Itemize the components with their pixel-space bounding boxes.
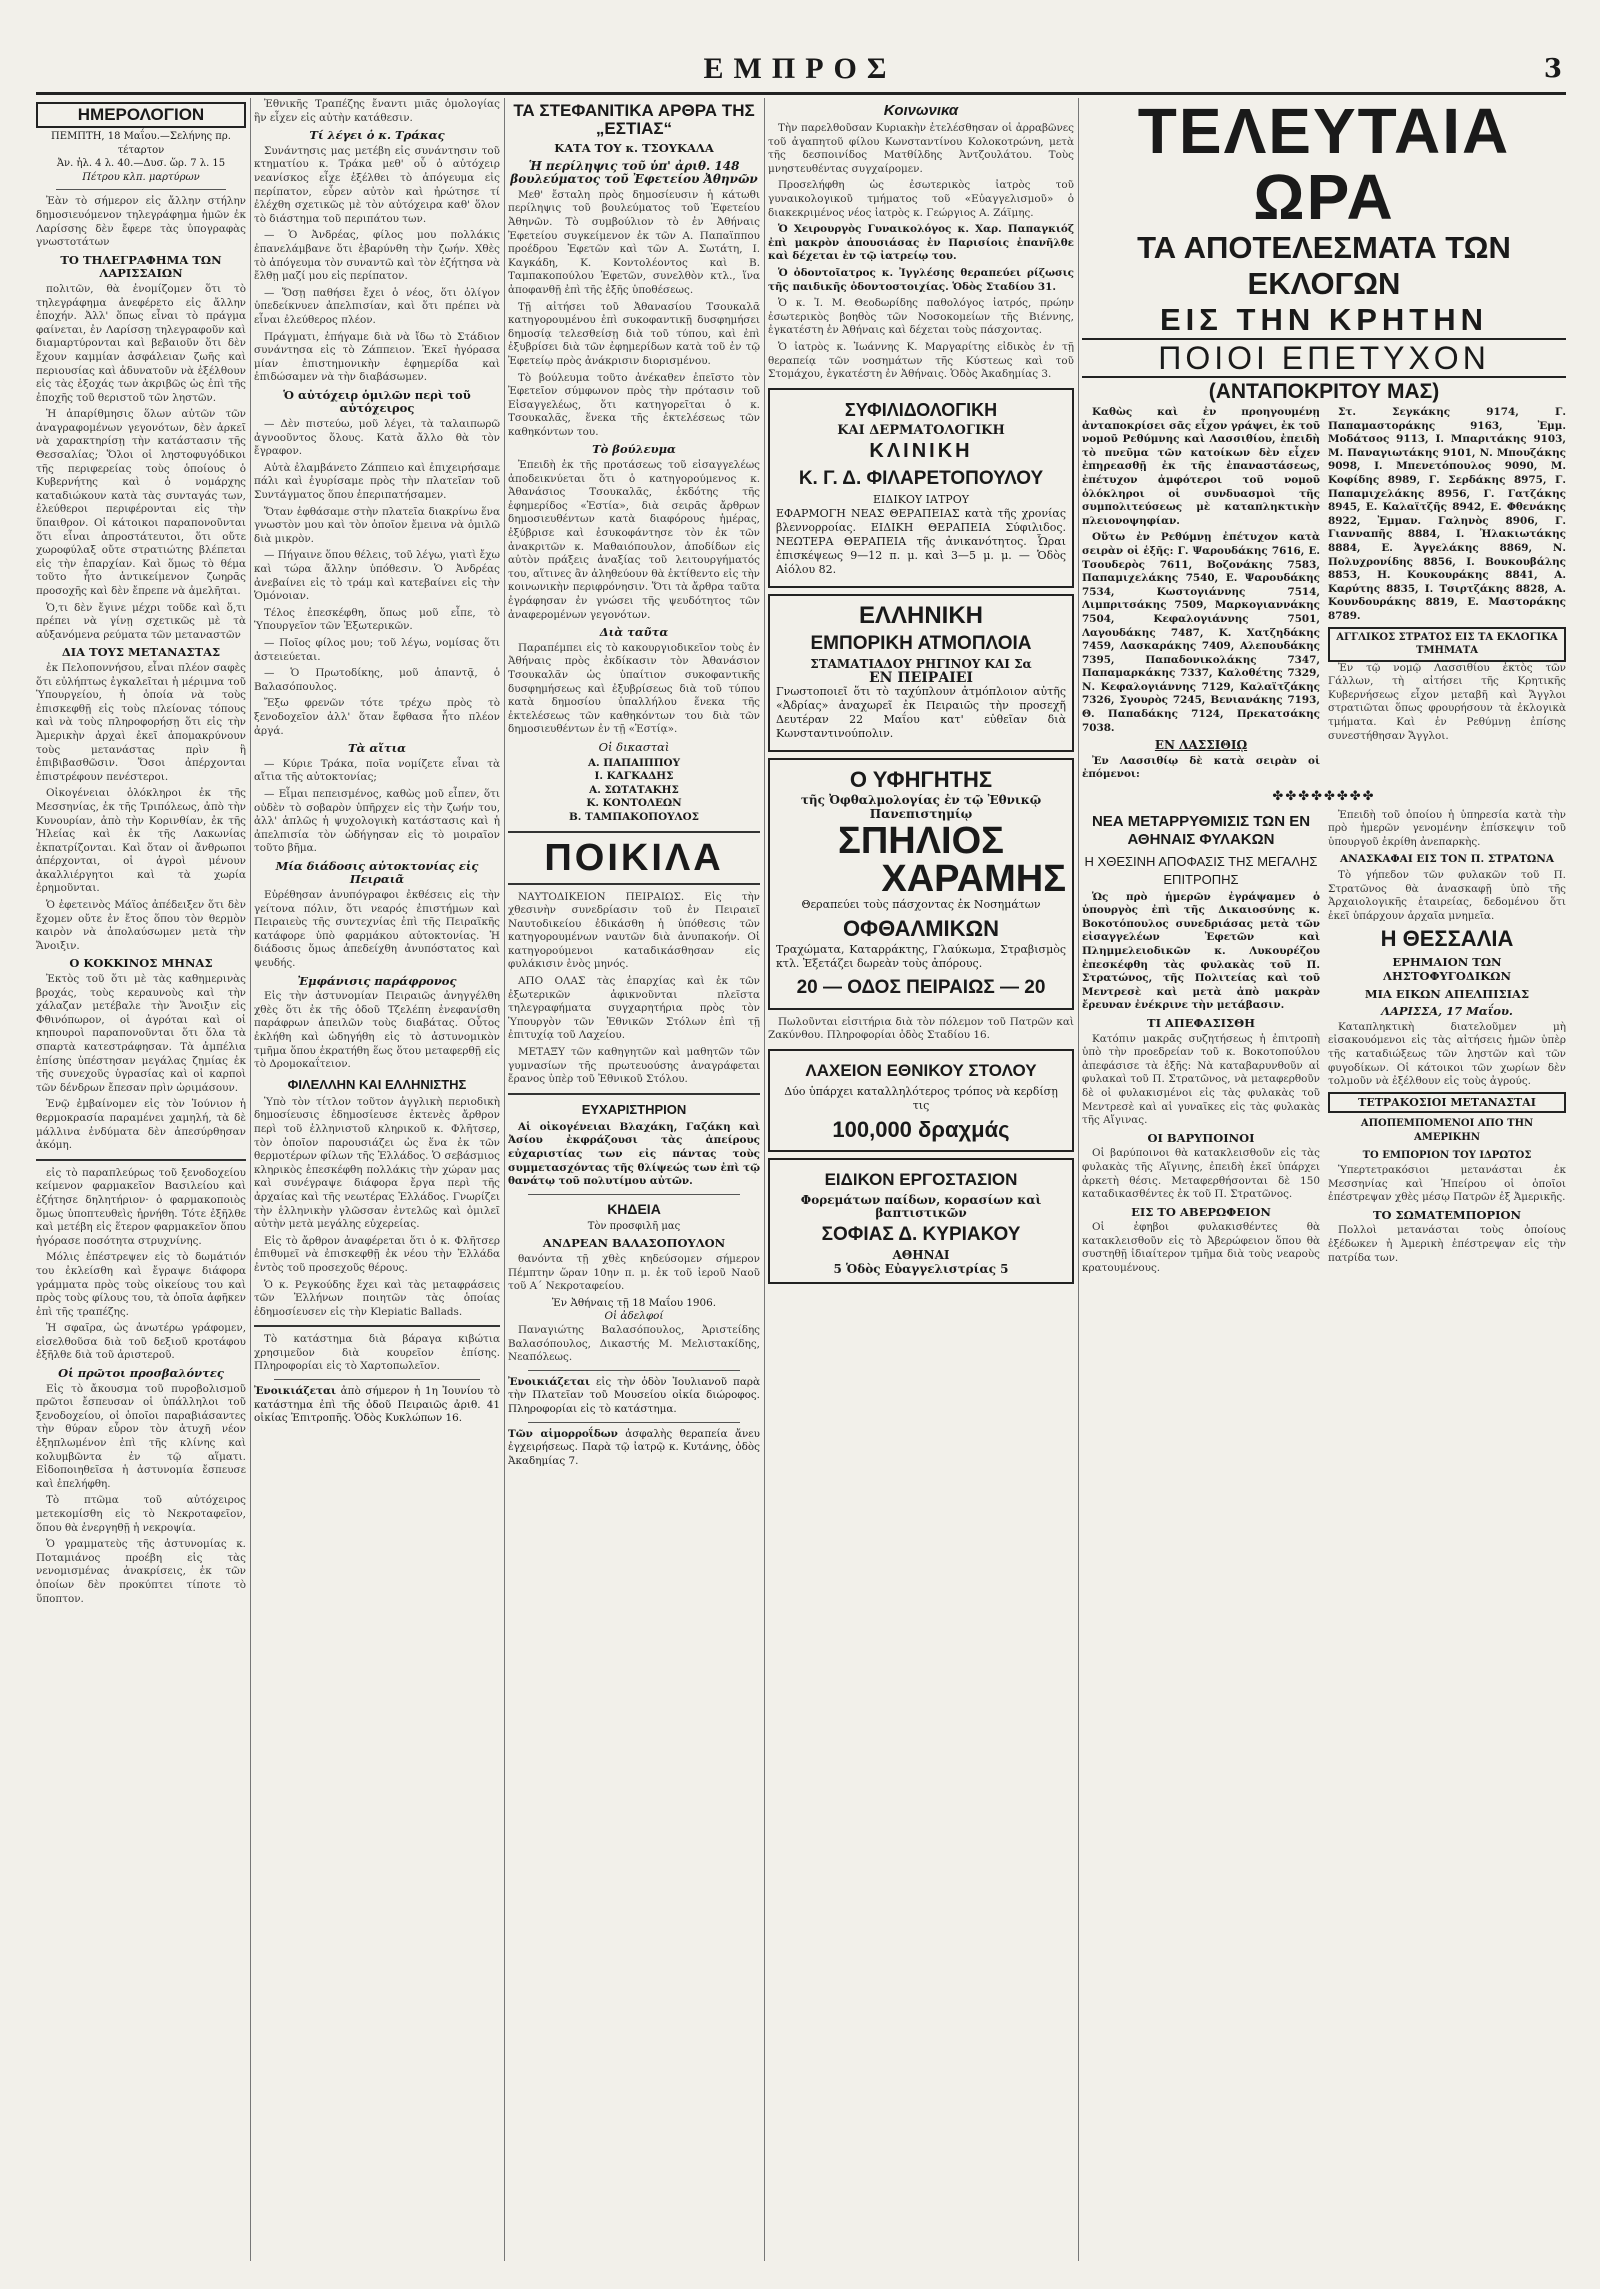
larisa-dateline: ΛΑΡΙΣΣΑ, 17 Μαΐου. bbox=[1381, 1004, 1513, 1019]
article-text: Ὁ κ. Ρεγκούδης ἔχει καὶ τὰς μεταφράσεις τῶν Ἑλλήνων ποιητῶν τὰς ὁποίας ἐδημοσίευσεν εἰς τὴν Κlepiatic Ballads. bbox=[254, 1278, 500, 1318]
divider bbox=[528, 1194, 740, 1195]
column-2 bbox=[254, 98, 500, 2261]
article-text: Ἐπειδὴ τοῦ ὁποίου ἡ ὑπηρεσία κατὰ τὴν πρὸ ἡμερῶν γενομένην ἐπίσκεψιν τοῦ ὑπουργοῦ ἐκρίθη ἀνεπαρκὴς. bbox=[1328, 808, 1566, 848]
divider bbox=[528, 1370, 740, 1371]
syphilology-ad-title: ΣΥΦΙΛΙΔΟΛΟΓΙΚΗ bbox=[844, 399, 998, 420]
ophthalmology-ad-address: 20 — ΟΔΟΣ ΠΕΙΡΑΙΩΣ — 20 bbox=[796, 976, 1046, 998]
ophthalmology-ad-title: Ο ΥΦΗΓΗΤΗΣ bbox=[849, 767, 993, 793]
rumor-heading: Μία διάδοσις αὐτοκτονίας εἰς Πειραιᾶ bbox=[275, 858, 479, 887]
article-text: Καθὼς καὶ ἐν προηγουμένῃ ἀνταποκρίσει σᾶς εἶχον γράψει, ἐκ τοῦ νομοῦ Ρεθύμνης καὶ Λασσιθίου, ἐπειδὴ τὸ πνεῦμα τῶν κατοίκων δὲν εἶχεν ἐπηρεασθῇ ἐκ τῆς ἐπαναστάσεως, ἐπέτυχον ἀμφότεροι τοῦ νομοῦ ὁλόκληροι οἱ συνδυασμοὶ τῆς συμπολιτεύσεως μὲ καταπληκτικὴν πλειονοψηφίαν. bbox=[1082, 406, 1320, 527]
judge-name: Ι. ΚΑΓΚΑΔΗΣ bbox=[594, 770, 674, 783]
syphilology-ad bbox=[768, 388, 1074, 589]
subcolumn-left-2 bbox=[1082, 809, 1320, 1279]
article-text: Ἐκτὸς τοῦ ὅτι μὲ τὰς καθημερινὰς βροχάς, τοὺς κεραυνοὺς καὶ τὴν χάλαζαν μετέβαλε τὴν Ἄνοιξιν εἰς Φθινόπωρον, οἱ ἀγρόται καὶ οἱ κηπουροὶ παραπονοῦνται ὅτι ὅλα τὰ σπαρτὰ κατεστράφησαν. Τὰ ἀμπέλια ἐπίσης ὑπέστησαν μεγάλας ζημίας ἐκ τῆς συνεχοῦς ὑγρασίας καὶ οἱ καρποὶ τῶν δένδρων ἔπεσαν πρὶν ὡριμάσουν. bbox=[36, 973, 246, 1094]
emigrants-heading: ΤΕΤΡΑΚΟΣΙΟΙ ΜΕΤΑΝΑΣΤΑΙ bbox=[1328, 1092, 1566, 1114]
column-1 bbox=[36, 98, 246, 2261]
article-text: Στ. Σεγκάκης 9174, Γ. Παπαμαστοράκης 9163, Ἐμμ. Μοδάτσος 9113, Ι. Μπαριτάκης 9103, Μ. Παναγιωτάκης 9101, Ν. Μπουζάκης 9098, Ι. Μπενετόπουλος 9090, Μ. Κοφίδης 8989, Γ. Σερδάκης 8975, Γ. Παπαμιχελάκης 8956, Γ. Γατζάκης 8945, Ε. Καλαϊτζῆς 8942, Ε. Φθενάκης 8922, Ἐμμαν. Γαληνὸς 8906, Γ. Γιανναπῆς 8884, Ι. Ἠλακιωτάκης 8884, Ε. Ἀγγελάκης 8869, Ν. Πολυχρονίδης 8856, Ι. Βουκουβάλης 8853, Η. Κουκουράκης 8841, Α. Καρύτης 8835, Ι. Τσιρτζάκης 8828, Α. Κουνδουράκης 8819, Ε. Μαστοράκης 8789. bbox=[1328, 406, 1566, 622]
factory-ad-title: ΕΙΔΙΚΟΝ ΕΡΓΟΣΤΑΣΙΟΝ bbox=[824, 1169, 1018, 1189]
thanks-heading: ΕΥΧΑΡΙΣΤΗΡΙΟΝ bbox=[581, 1101, 687, 1117]
english-army-heading: ΑΓΓΛΙΚΟΣ ΣΤΡΑΤΟΣ ΕΙΣ ΤΑ ΕΚΛΟΓΙΚΑ ΤΜΗΜΑΤΑ bbox=[1328, 627, 1566, 662]
article-text: Ἐπειδὴ ἐκ τῆς προτάσεως τοῦ εἰσαγγελέως ἀποδεικνύεται ὅτι ὁ κατηγορούμενος κ. Ἀθανάσιος Τσουκαλᾶς, ἐκδότης τῆς ἐφημερίδος «Ἑστία», διὰ σειρᾶς ἄρθρων δημοσιευθέντων κατὰ διαφόρους ἡμέρας, ἐξύβρισε καὶ ἐσυκοφάντησε τὸν ἐκ τῶν ἀνακριτῶν κ. Μαθαιόπουλον, ἀποδίδων εἰς αὐτὸν πράξεις ἀναξίας τοῦ λειτουργήματός του, αἵτινες ἂν ἀληθεύουν θὰ ἐκτίθεντο εἰς τὴν κοινωνικὴν περιφρόνησιν. Ὅτι τὰ ἄρθρα ταῦτα ἐγράφησαν ἐν γνώσει τῆς ψευδότητος τῶν ἀναφερομένων γεγονότων. bbox=[508, 459, 760, 621]
judges-heading: Οἱ δικασταὶ bbox=[598, 739, 670, 754]
column-divider bbox=[504, 98, 505, 2261]
article-text: Ἐὰν τὸ σήμερον εἰς ἄλλην στήλην δημοσιευόμενον τηλεγράφημα ἡμῶν ἐκ Λαρίσσης δὲν ἔφερε τὰς ὑπογραφὰς γνωστοτάτων bbox=[36, 195, 246, 249]
poikila-heading: ΠΟΙΚΙΛΑ bbox=[544, 836, 724, 879]
ophthalmology-ad-text: Θεραπεύει τοὺς πάσχοντας ἐκ Νοσημάτων bbox=[801, 897, 1041, 911]
calendar-sun: Ἀν. ἡλ. 4 λ. 40.—Δυσ. ὥρ. 7 λ. 15 bbox=[56, 158, 226, 170]
rent-ad-head: Ἐνοικιάζεται bbox=[254, 1385, 336, 1398]
article-text: Ἐθνικῆς Τραπέζης ἔναντι μιᾶς ὁμολογίας ἣν εἶχεν εἰς αὐτὴν κατάθεσιν. bbox=[254, 98, 500, 124]
funeral-heading: ΚΗΔΕΙΑ bbox=[607, 1200, 661, 1217]
subcolumn-right-2 bbox=[1328, 809, 1566, 1279]
article-text: Τῇ αἰτήσει τοῦ Ἀθανασίου Τσουκαλᾶ κατηγορουμένου ἐπὶ συκοφαντικῇ δυσφημήσει δημοσίᾳ τελεσθείσῃ διὰ τοῦ τύπου, καὶ ἐπὶ ἐξυβρίσει διὰ τῶν ἐφημερίδων κατὰ τοῦ ἐν τῷ Ἐφετείῳ πρὸς ἀνάκρισιν διορισμένου. bbox=[508, 300, 760, 367]
divider bbox=[36, 1159, 246, 1161]
sweat-trade-heading: ΤΟ ΕΜΠΟΡΙΟΝ ΤΟΥ ΙΔΡΩΤΟΣ bbox=[1362, 1149, 1532, 1161]
lottery-ad-text: Δύο ὑπάρχει καταλληλότερος τρόπος νὰ κερδίσῃ τις bbox=[784, 1084, 1058, 1112]
therefore-heading: Διὰ ταῦτα bbox=[599, 625, 669, 640]
article-text: Οἰκογένειαι ὁλόκληροι ἐκ τῆς Μεσσηνίας, ἐκ τῆς Τριπόλεως, ἀπὸ τὴν Κυνουρίαν, ἀπὸ τὴν Κορινθίαν, ἐκ τῆς Ἠλείας καὶ ἐκ τῆς Λακωνίας ἐκπατρίζονται. Καὶ ὅταν οἱ ἄνθρωποι ἀπέρχονται, οἱ ἀγροὶ μένουν ἀκαλλιέργητοι καὶ τὰ χωρία ἐρημοῦνται. bbox=[36, 787, 246, 895]
article-text: — Εἶμαι πεπεισμένος, καθὼς μοῦ εἶπεν, ὅτι οὐδὲν τὸ σοβαρὸν ὑπῆρχεν εἰς τὴν ζωήν του, ἀλλ' ἁπλῶς ἡ ψυχολογικὴ κατάστασις καὶ ἡ ἀπελπισία τὸν ὡδήγησαν εἰς τὸ μοιραῖον τοῦτο βῆμα. bbox=[254, 787, 500, 855]
article-text: Καταπληκτικὴ διατελοῦμεν μὴ εἰσακουόμενοι εἰς τὰς αἰτήσεις ἡμῶν ὑπὲρ τῆς καταδιώξεως τῶν ληστῶν καὶ τῶν φυγοδίκων. Οἱ κάτοικοι τῶν χωρίων δὲν τολμοῦν νὰ ἐξέλθουν εἰς τοὺς ἀγρούς. bbox=[1328, 1020, 1566, 1088]
factory-ad-sub: Φορεμάτων παίδων, κορασίων καὶ βαπτιστικῶν bbox=[800, 1192, 1042, 1221]
funeral-date: Ἐν Ἀθήναις τῇ 18 Μαΐου 1906. bbox=[551, 1296, 717, 1309]
article-text: Ὑπὸ τὸν τίτλον τοῦτον ἀγγλικὴ περιοδικὴ δημοσίευσις ἐδημοσίευσε ἐκτενὲς ἄρθρον περὶ τοῦ ἐλληνιστοῦ κληρικοῦ κ. Φλῆτσερ, τὸν ὁποῖον παρουσιάζει ὡς ἕνα ἐκ τῶν θερμοτέρων φίλων τῆς Ἑλλάδος. Ὁ σεβάσμιος κληρικὸς ἐπεσκέφθη πολλάκις τὴν χώραν μας καὶ συνέγραψε διάφορα ἔργα περὶ τῆς ἀρχαίας καὶ τῆς νεωτέρας Ἑλλάδος. Γνωρίζει τὴν ἑλληνικὴν γλῶσσαν ἐντελῶς καὶ ὁμιλεῖ αὐτὴν μετὰ μεγάλης εὐχερείας. bbox=[254, 1095, 500, 1231]
article-text: Προσελήφθη ὡς ἐσωτερικὸς ἰατρὸς τοῦ γυναικολογικοῦ τμήματος τοῦ «Εὐαγγελισμοῦ» ὁ διακεκριμένος νέος ἰατρὸς κ. Γεώργιος Α. Ζάϊμης. bbox=[768, 179, 1074, 219]
article-text: Ἐνῷ ἐμβαίνομεν εἰς τὸν Ἰούνιον ἡ θερμοκρασία παραμένει χαμηλή, τὰ δὲ μάλλινα ἐνδύματα δὲν ἀπεσύρθησαν ἀκόμη. bbox=[36, 1098, 246, 1152]
page-number: 3 bbox=[1543, 54, 1562, 84]
article-text: Ὁ γραμματεὺς τῆς ἀστυνομίας κ. Ποταμιάνος προέβη εἰς τὰς νενομισμένας ἀνακρίσεις, ἐκ τῶν ὁποίων δὲν προκύπτει τίποτε τὸ ὕποπτον. bbox=[36, 1538, 246, 1605]
masthead bbox=[0, 52, 1600, 86]
shipping-ad-text: Γνωστοποιεῖ ὅτι τὸ ταχύπλουν ἀτμόπλοιον αὐτῆς «Ἀδρίας» ἀναχωρεῖ ἐκ Πειραιῶς τὴν προσεχῆ Δευτέραν 22 Μαΐου κατ' εὐθεῖαν διὰ Κωνσταντινούπολιν. bbox=[776, 685, 1066, 741]
causes-heading: Τὰ αἴτια bbox=[348, 741, 406, 756]
winners-heading: ΠΟΙΟΙ ΕΠΕΤΥΧΟΝ bbox=[1082, 338, 1566, 378]
article-text: Ὡς πρὸ ἡμερῶν ἐγράψαμεν ὁ ὑπουργὸς ἐπὶ τῆς Δικαιοσύνης κ. Βοκοτόπουλος συνεδριάσας μετὰ τῶν εἰσαγγελέων Ἐφετῶν καὶ Πλημμελειοδικῶν κ. Λυκουρέζου ἐπεσκέφθη τὰς φυλακὰς τοῦ Π. Στρατώνος, τῆς Πολιτείας καὶ τοῦ Μεντρεσὲ καὶ μετὰ ἀπὸ μακρὰν ἔρευναν ἐνέκρινε τὴν μετάβασιν. bbox=[1082, 890, 1320, 1012]
column-3 bbox=[508, 98, 760, 2261]
correspondent-heading: (ΑΝΤΑΠΟΚΡΙΤΟΥ ΜΑΣ) bbox=[1208, 380, 1440, 403]
article-text: Παναγιώτης Βαλασόπουλος, Ἀριστείδης Βαλασόπουλος, Δικαστής Μ. Μελιστακίδης, Νεαπόλεως. bbox=[508, 1323, 760, 1364]
ophthalmology-ad-name2: ΧΑΡΑΜΗΣ bbox=[881, 857, 1066, 900]
emigrants-subheading: ΑΠΟΠΕΜΠΟΜΕΝΟΙ ΑΠΟ ΤΗΝ ΑΜΕΡΙΚΗΝ bbox=[1360, 1118, 1534, 1143]
divider bbox=[56, 189, 226, 190]
main-article-heading: ΤΑ ΣΤΕΦΑΝΙΤΙΚΑ ΑΡΘΡΑ ΤΗΣ „ΕΣΤΙΑΣ“ bbox=[513, 101, 755, 138]
article-text: Τέλος ἐπεσκέφθη, ὅπως μοῦ εἶπε, τὸ Ὑπουργεῖον τῶν Ἐξωτερικῶν. bbox=[254, 606, 500, 633]
rent-ad-text: ἀπὸ σήμερον ἡ 1η Ἰουνίου τὸ κατάστημα ἐπὶ τῆς ὁδοῦ Πειραιῶς ἀριθ. 41 οἰκίας Ἐπιτροπῆς. Ὁδὸς Κυκλώπων 16. bbox=[254, 1385, 500, 1425]
column-divider bbox=[1078, 98, 1079, 2261]
lunatic-heading: Ἐμφάνισις παράφρονος bbox=[297, 973, 457, 988]
syphilology-ad-doctor: Κ. Γ. Δ. ΦΙΛΑΡΕΤΟΠΟΥΛΟΥ bbox=[798, 468, 1044, 490]
lottery-ad bbox=[768, 1049, 1074, 1152]
syphilology-ad-role: ΕΙΔΙΚΟΥ ΙΑΤΡΟΥ bbox=[873, 493, 969, 507]
judge-name: Β. ΤΑΜΠΑΚΟΠΟΥΛΟΣ bbox=[568, 810, 699, 823]
article-text: Μεθ' ἔσταλη πρὸς δημοσίευσιν ἡ κάτωθι περίληψις τοῦ βουλεύματος τοῦ Ἐφετείου Ἀθηνῶν. Τὸ συμβούλιον τὸ ἐν Ἀθήναις Ἐφετείου συγκείμενον ἐκ τῶν Α. Παπαϊππου προέδρου Ἐφετῶν καὶ τῶν Α. Σωτάτη, Ι. Καγκάδη, Κ. Κοντολέοντος καὶ Β. Ταμπακοπούλου Ἐφετῶν, συνελθὸν κτλ., ἵνα ἀποφανθῇ ἐπὶ τῆς ἐξῆς ὑποθέσεως. bbox=[508, 188, 760, 296]
crete-heading: ΕΙΣ ΤΗΝ ΚΡΗΤΗΝ bbox=[1160, 302, 1488, 337]
article-text: ΜΕΤΑΞΥ τῶν καθηγητῶν καὶ μαθητῶν τῶν γυμνασίων τῆς πρωτευούσης ἀναγράφεται ἔρανος ὑπὲρ τοῦ Ἐθνικοῦ Στόλου. bbox=[508, 1046, 760, 1086]
tragas-heading: Τί λέγει ὁ κ. Τράκας bbox=[309, 128, 445, 143]
subcolumn-right bbox=[1328, 406, 1566, 785]
article-text: Ὁ κ. Ἰ. Μ. Θεοδωρίδης παθολόγος ἰατρός, πρώην ἐσωτερικὸς βοηθὸς τῶν Νοσοκομείων τῆς Βιέννης, ἐγκατέστη ἐν Ἀθήναις καὶ δέχεται τοὺς πάσχοντας. bbox=[768, 297, 1074, 337]
divider bbox=[508, 1093, 760, 1095]
article-text: Οἱ βαρύποινοι θὰ κατακλεισθοῦν εἰς τὰς φυλακὰς τῆς Αἴγινης, ἐπειδὴ ἐκεῖ ὑπάρχει ἀρκετὴ θέσις. Μεταφερθήσονται δὲ 150 καταδικασθέντες ἐκ τοῦ Π. Στρατῶνος. bbox=[1082, 1147, 1320, 1201]
last-hour-heading: ΤΕΛΕΥΤΑΙΑ ΩΡΑ bbox=[1137, 98, 1511, 233]
calendar-header: ΗΜΕΡΟΛΟΓΙΟΝ bbox=[36, 102, 246, 128]
article-text: Ὑπερτετρακόσιοι μετανάσται ἐκ Μεσσηνίας καὶ Ἠπείρου οἱ ὁποῖοι ἐπέστρεψαν χθὲς μέσῳ Πατρῶν ἐξ Ἀμερικῆς. bbox=[1328, 1164, 1566, 1204]
article-text: Πράγματι, ἐπήγαμε διὰ νὰ ἴδω τὸ Στάδιον συνάντησα εἰς τὸ Ζάππειον. Ἐκεῖ ἠγόρασα μίαν ἐπιστημονικὴν ἐφημερίδα καὶ ἐπιδώσαμεν νὰ τὴν διαβάσωμεν. bbox=[254, 330, 500, 384]
averof-heading: ΕΙΣ ΤΟ ΑΒΕΡΩΦΕΙΟΝ bbox=[1131, 1204, 1271, 1219]
article-text: ΑΠΟ ΟΛΑΣ τὰς ἐπαρχίας καὶ ἐκ τῶν ἐξωτερικῶν ἀφικνοῦνται πλεῖστα τηλεγραφήματα συγχαρητήρια πρὸς τὸν Ὑπουργὸν τῶν Ἐθνικῶν Στόλων ἐπὶ τῇ ἐπιτυχίᾳ τοῦ Λαχείου. bbox=[508, 975, 760, 1042]
article-text: Τὴν παρελθοῦσαν Κυριακὴν ἐτελέσθησαν οἱ ἀρραβῶνες τοῦ ἀγαπητοῦ φίλου Κωνσταντίνου Κολοκοτρώνη, μετὰ τῆς δεσποινίδος Ματθίλδης Ἀντζουλάτου. Τοὺς μνηστευθέντας συγχαίρομεν. bbox=[768, 122, 1074, 175]
ophthalmology-ad-text2: Τραχώματα, Καταρράκτης, Γλαύκωμα, Στραβισμὸς κτλ. Ἐξετάζει δωρεὰν τοὺς ἀπόρους. bbox=[776, 942, 1066, 970]
article-text: Ὁ ἰατρὸς κ. Ἰωάννης Κ. Μαργαρίτης εἰδικὸς ἐν τῇ θεραπείᾳ τῶν νοσημάτων τῆς Κύστεως καὶ τοῦ Στομάχου, ἐγκατέστη ἐν Ἀθήναις. Ὁδὸς Ἀκαδημίας 3. bbox=[768, 340, 1074, 381]
judge-name: Α. ΣΩΤΑΤΑΚΗΣ bbox=[589, 783, 679, 796]
article-text: Ἔξω φρενῶν τότε τρέχω πρὸς τὸ ξενοδοχεῖον ἀλλ' ὅταν ἔφθασα ἦτο πλέον ἀργά. bbox=[254, 697, 500, 737]
factory-ad-address: 5 Ὁδὸς Εὐαγγελιστρίας 5 bbox=[833, 1261, 1009, 1276]
article-text: Εἰς τὴν ἀστυνομίαν Πειραιῶς ἀνηγγέλθη χθὲς ὅτι ἐκ τῆς ὁδοῦ Τζελέπη ἐνεφανίσθη παράφρων ἀπειλῶν τοὺς διαβάτας. Οὗτος ἐκλήθη καὶ ὡδηγήθη εἰς τὸ ἀστυνομικὸν τμῆμα ὅπου ἐκρατήθη ἕως ὅτου μεταφερθῇ εἰς τὸ Δρομοκαΐτειον. bbox=[254, 990, 500, 1071]
thessaly-subheading-2: ΜΙΑ ΕΙΚΩΝ ΑΠΕΛΠΙΣΙΑΣ bbox=[1364, 986, 1530, 1001]
dentist-text: Ὁ ὀδοντοῖατρος κ. Ἰγγλέσης θεραπεύει ρίζωσις τῆς παιδικῆς ὀδοντοστοιχίας. Ὁδὸς Σταδίου 31. bbox=[768, 266, 1074, 293]
column-5-body bbox=[1082, 406, 1566, 785]
calendar-saints: Πέτρου κλπ. μαρτύρων bbox=[82, 171, 200, 183]
article-text: Τὸ γήπεδον τῶν φυλακῶν τοῦ Π. Στρατῶνος θὰ ἀνασκαφῇ ὑπὸ τῆς Ἀρχαιολογικῆς ἑταιρείας, δεδομένου ὅτι ἐκεῖ ὑπάρχουν ἀρχαῖα μνημεῖα. bbox=[1328, 869, 1566, 922]
main-article-author: ΚΑΤΑ ΤΟΥ κ. ΤΣΟΥΚΑΛΑ bbox=[554, 141, 714, 155]
column-5 bbox=[1082, 98, 1566, 2261]
prisons-subheading: Η ΧΘΕΣΙΝΗ ΑΠΟΦΑΣΙΣ ΤΗΣ ΜΕΓΑΛΗΣ ΕΠΙΤΡΟΠΗΣ bbox=[1084, 853, 1318, 887]
funeral-name: ΑΝΔΡΕΑΝ ΒΑΛΑΣΟΠΟΥΛΟΝ bbox=[542, 1236, 726, 1251]
rent-ad-2-head: Ἐνοικιάζεται bbox=[508, 1375, 590, 1388]
excavations-heading: ΑΝΑΣΚΑΦΑΙ ΕΙΣ ΤΟΝ Π. ΣΤΡΑΤΩΝΑ bbox=[1339, 853, 1555, 866]
article-text: Πολλοὶ μετανάσται τοὺς ὁποίους ἐξέδωκεν ἡ Ἀμερικὴ ἐπέστρεψαν εἰς τὴν πατρίδα των. bbox=[1328, 1224, 1566, 1264]
shipping-ad bbox=[768, 594, 1074, 752]
lottery-ad-title: ΛΑΧΕΙΟΝ ΕΘΝΙΚΟΥ ΣΤΟΛΟΥ bbox=[805, 1060, 1037, 1080]
article-text: Κατόπιν μακρᾶς συζητήσεως ἡ ἐπιτροπὴ ὑπὸ τὴν προεδρείαν τοῦ κ. Βοκοτοπούλου ἀπεφάσισε τὰ ἑξῆς: Νὰ καταβαρυνθοῦν αἱ φυλακαὶ τοῦ Π. Στρατῶνος, νὰ μεταφερθοῦν δὲ οἱ φυλακισμένοι εἰς τὰς φυλακὰς τοῦ Μεντρεσὲ καὶ αἱ γυναῖκες εἰς τὰς φυλακὰς τῆς Αἴγινας. bbox=[1082, 1032, 1320, 1127]
main-article-sub: Ἡ περίληψις τοῦ ὑπ' ἀριθ. 148 βουλεύματος τοῦ Ἐφετείου Ἀθηνῶν bbox=[510, 158, 758, 187]
article-text: — Κύριε Τράκα, ποῖα νομίζετε εἶναι τὰ αἴτια τῆς αὐτοκτονίας; bbox=[254, 757, 500, 784]
syphilology-ad-text: ΕΦΑΡΜΟΓΗ ΝΕΑΣ ΘΕΡΑΠΕΙΑΣ κατὰ τῆς χρονίας βλεννορροίας. ΕΙΔΙΚΗ ΘΕΡΑΠΕΙΑ Σύφιλιδος. ΝΕΩΤΕΡΑ ΘΕΡΑΠΕΙΑ τῆς ἀνικανότητος. Ὧραι ἐπισκέψεως 9—12 π. μ. καὶ 3—5 μ. μ. — Ὁδὸς Αἰόλου 82. bbox=[776, 507, 1066, 577]
divider bbox=[274, 1379, 480, 1380]
article-text: Μόλις ἐπέστρεψεν εἰς τὸ δωμάτιόν του ἐκλείσθη καὶ ἔγραψε διάφορα γράμματα πρὸς τοὺς οἰκείους του καὶ πρὸς τοὺς φίλους του, τὰ ὁποῖα ἀφῆκεν ἐπὶ τῆς τραπέζης. bbox=[36, 1251, 246, 1318]
article-text: Αὐτὰ ἐλαμβάνετο Ζάππειο καὶ ἐπιχειρήσαμε πάλι καὶ ἐγυρίσαμε πρὸς τὴν πλατεῖαν τοῦ Συντάγματος ὅπου ἐπεριπατήσαμεν. bbox=[254, 461, 500, 502]
philhellene-heading: ΦΙΛΕΛΛΗΝ ΚΑΙ ΕΛΛΗΝΙΣΤΗΣ bbox=[287, 1076, 467, 1092]
divider bbox=[508, 831, 760, 833]
heavy-sentence-heading: ΟΙ ΒΑΡΥΠΟΙΝΟΙ bbox=[1147, 1130, 1255, 1145]
lottery-ad-prize: 100,000 δραχμάς bbox=[832, 1116, 1010, 1142]
article-text: Τὸ κατάστημα διὰ βάραγα κιβώτια χρησιμεῦον διὰ κουρεῖον ἐπίσης. Πληροφορίαι εἰς τὸ Χαρτοπωλεῖον. bbox=[254, 1333, 500, 1373]
divider bbox=[254, 1325, 500, 1327]
article-text: Συνάντησις μας μετέβη εἰς συνάντησιν τοῦ κτηματίου κ. Τράκα μεθ' οὗ ὁ αὐτόχειρ νεανίσκος εἶχε ἐξέλθει τὸ ἀπόγευμα εἰς περίπατον, εὗρεν αὐτὸν καὶ ἠρώτησε τί ἐλέχθη σχετικῶς μὲ τὸν αὐτόχειρα καθ' ὅλον τὸ διάστημα τοῦ περιπάτου των. bbox=[254, 144, 500, 225]
article-text: Εἰς τὸ ἄρθρον ἀναφέρεται ὅτι ὁ κ. Φλῆτσερ ἐπιθυμεῖ νὰ ἐπισκεφθῇ ἐκ νέου τὴν Ἑλλάδα ἐντὸς τοῦ προσεχοῦς θέρους. bbox=[254, 1234, 500, 1274]
article-text: Ὁ,τι δὲν ἔγινε μέχρι τοῦδε καὶ ὅ,τι πρέπει νὰ γίνῃ σχετικῶς μὲ τὰ αὐξανόμενα ρεύματα τῶν μεταναστῶν bbox=[36, 601, 246, 641]
shipping-ad-city: ΕΝ ΠΕΙΡΑΙΕΙ bbox=[869, 669, 973, 686]
article-text: — Ὁ Πρωτοδίκης, μοῦ ἀπαντᾷ, ὁ Βαλασόπουλος. bbox=[254, 667, 500, 693]
telegraph-heading: ΤΟ ΤΗΛΕΓΡΑΦΗΜΑ ΤΩΝ ΛΑΡΙΣΣΑΙΩΝ bbox=[60, 252, 222, 281]
factory-ad bbox=[768, 1158, 1074, 1284]
haemorrhoid-ad-head: Τῶν αἱμορροΐδων bbox=[508, 1427, 618, 1440]
verdict-heading: Τὸ βούλευμα bbox=[592, 442, 676, 457]
body-trade-heading: ΤΟ ΣΩΜΑΤΕΜΠΟΡΙΟΝ bbox=[1372, 1207, 1522, 1222]
judge-name: Κ. ΚΟΝΤΟΛΕΩΝ bbox=[586, 797, 682, 810]
subcolumn-left bbox=[1082, 406, 1320, 785]
article-text: Ἐν Λασσιθίῳ δὲ κατὰ σειρὰν οἱ ἐπόμενοι: bbox=[1082, 754, 1320, 781]
syphilology-ad-sub: ΚΑΙ ΔΕΡΜΑΤΟΛΟΓΙΚΗ bbox=[837, 422, 1005, 438]
column-divider bbox=[764, 98, 765, 2261]
article-text: — Ποῖος φίλος μου; τοῦ λέγω, νομίσας ὅτι ἀστειεύεται. bbox=[254, 636, 500, 663]
article-text: εἰς τὸ παραπλεύρως τοῦ ξενοδοχείου κείμενον φαρμακεῖον Βασιλείου καὶ ἐζήτησε δηλητήριον· ὁ φαρμακοποιὸς ὅμως ὑποπτευθεὶς ἠρνήθη. Τότε ἐξῆλθε καὶ μετέβη εἰς ἕτερον φαρμακεῖον ὅπου ἠγόρασε ποσότητα στρυχνίνης. bbox=[36, 1166, 246, 1247]
prisons-heading: ΝΕΑ ΜΕΤΑΡΡΥΘΜΙΣΙΣ ΤΩΝ ΕΝ ΑΘΗΝΑΙΣ ΦΥΛΑΚΩΝ bbox=[1091, 812, 1311, 848]
article-text: — Ὁ Ἀνδρέας, φίλος μου πολλάκις ἐπανελάμβανε ὅτι ἐβαρύνθη τὴν ζωήν. Χθὲς τὸ ἀπόγευμα τὸν συναντῶ καὶ τὸν ἐζήτησα νὰ ἔλθῃ μαζί μου εἰς περίπατον. bbox=[254, 229, 500, 283]
factory-ad-city: ΑΘΗΝΑΙ bbox=[892, 1248, 950, 1263]
clinic-text: Ὁ Χειρουργὸς Γυναικολόγος κ. Χαρ. Παπαγκιόζ ἐπὶ μακρὸν ἀπουσιάσας ἐν Παρισίοις ἐπανῆλθε καὶ δέχεται ἐν τῷ ἰατρείῳ του. bbox=[768, 223, 1074, 263]
thanks-text: Αἱ οἰκογένειαι Βλαχάκη, Γαζάκη καὶ Ἀσίου ἐκφράζουσι τὰς ἀπείρους εὐχαριστίας των εἰς πάντας τοὺς συμμετασχόντας τῆς θλίψεώς των ἐπὶ τῷ θανάτῳ τοῦ πολυτίμου αὐτῶν. bbox=[508, 1120, 760, 1188]
article-text: Οἱ ἐφηβοι φυλακισθέντες θὰ κατακλεισθοῦν εἰς τὸ Ἀβερώφειον ὅπου θὰ συστηθῇ ἰδιαίτερον τμῆμα διὰ τοὺς νεαροὺς κρατουμένους. bbox=[1082, 1221, 1320, 1275]
article-text: ἐκ Πελοποννήσου, εἶναι πλέον σαφὲς ὅτι εὐλήπτως ἐγκαλεῖται ἡ μέριμνα τοῦ Ὑπουργείου, ἡ ὁποία νὰ τοὺς ἐπισκεφθῇ εἰς τοὺς πλείονας τόπους καὶ νὰ τοὺς πληροφορήσῃ ὅτι εἰς τὴν Ἀμερικὴν ἀρχαὶ ἐκεῖ ἀπομακρύνουν τοὺς μετανάστας πρὶν ἢ ἐπιβιβασθῶσιν. Ὅσοι ἀπέρχονται ἐπιστρέφουν πενέστεροι. bbox=[36, 661, 246, 783]
article-text: Εἰς τὸ ἄκουσμα τοῦ πυροβολισμοῦ πρῶτοι ἔσπευσαν οἱ ὑπάλληλοι τοῦ ξενοδοχείου, οἱ ὁποῖοι παραβιάσαντες τὴν θύραν εὗρον τὸν ἀτυχῆ νέον ἐξηπλωμένον ἐπὶ τῆς κλίνης καὶ κολυμβῶντα ἐν τῷ αἵματι. Εἰδοποιηθεῖσα ἡ ἀστυνομία ἔσπευσε καὶ ἐπελήφθη. bbox=[36, 1382, 246, 1490]
decision-heading: ΤΙ ΑΠΕΦΑΣΙΣΘΗ bbox=[1147, 1015, 1255, 1030]
article-text: Τὸ πτῶμα τοῦ αὐτόχειρος μετεκομίσθη εἰς τὸ Νεκροταφεῖον, ὅπου θὰ ἐνεργηθῇ ἡ νεκροψία. bbox=[36, 1494, 246, 1534]
column-divider bbox=[250, 98, 251, 2261]
shipping-ad-sub: ΕΜΠΟΡΙΚΗ ΑΤΜΟΠΛΟΙΑ bbox=[810, 633, 1032, 655]
article-text: — Δὲν πιστεύω, μοῦ λέγει, τὰ ταλαιπωρῶ ἀγνοοῦντος ὅλους. Κατὰ ἄλλο θὰ τὸν ἔγραφον. bbox=[254, 418, 500, 458]
article-text: Ἡ ἀπαρίθμησις ὅλων αὐτῶν τῶν ἀναγραφομένων γεγονότων, δὲν ἀρκεῖ νὰ χαρακτηρίσῃ τὴν κατάστασιν τῆς Θεσσαλίας; Ὅλοι οἱ ληστοφυγόδικοι τῆς περιφερείας τοὺς ὁποίους ὁ Κυβερνήτης καὶ ὁ νομάρχης καταδιώκουν κατὰ τὰς συνταγάς των, ἐλεύθεροι περιφέρονται εἰς τὴν ὕπαιθρον. Οἱ κάτοικοι παραπονοῦνται ὅτι εἶναι ἀπροστάτευτοι, ὅτι οὔτε χωροφύλαξ οὔτε στρατιώτης βλέπεται εἰς τὴν ἐπαρχίαν. Καὶ ὅμως τὸ θέμα τοῦτο ἦτο ἀντικείμενον ζωηρᾶς προσοχῆς καὶ δὲν ἔπρεπε νὰ ἀμελῆται. bbox=[36, 408, 246, 597]
election-heading: ΤΑ ΑΠΟΤΕΛΕΣΜΑΤΑ ΤΩΝ ΕΚΛΟΓΩΝ bbox=[1137, 230, 1511, 301]
shipping-ad-company: ΣΤΑΜΑΤΙΑΔΟΥ ΡΗΓΙΝΟΥ ΚΑΙ Σα bbox=[810, 657, 1032, 672]
ophthalmology-ad-spec: ΟΦΘΑΛΜΙΚΩΝ bbox=[842, 915, 1000, 941]
article-text: Ἡ σφαῖρα, ὡς ἀνωτέρω γράφομεν, εἰσελθοῦσα διὰ τοῦ δεξιοῦ κροτάφου ἐξῆλθε διὰ τοῦ ἀριστεροῦ. bbox=[36, 1322, 246, 1362]
article-text: Εὐρέθησαν ἀνυπόγραφοι ἐκθέσεις εἰς τὴν γείτονα πόλιν, ὅτι νεαρός ἐπιστήμων καὶ Πειραιεὺς τῆς συντεχνίας ἐπὶ τῆς Πειραϊκῆς κατάφορε ὑπὸ φαρμάκου αὐτοκτονίας. Ἡ διάδοσις ὅμως ἀπεδείχθη ἀνυπόστατος καὶ ψευδής. bbox=[254, 889, 500, 970]
social-heading: Κοινωνικα bbox=[883, 102, 959, 119]
article-text: ΝΑΥΤΟΔΙΚΕΙΟΝ ΠΕΙΡΑΙΩΣ. Εἰς τὴν χθεσινὴν συνεδρίασιν τοῦ ἐν Πειραιεῖ Ναυτοδικείου ἐδικάσθη ἡ ὑπόθεσις τῶν κατηγορουμένων ναυτῶν διὰ ἀνυπακοήν. Οἱ κατηγορούμενοι καταδικάσθησαν εἰς φυλάκισιν ἑνὸς μηνός. bbox=[508, 890, 760, 971]
rent-ad bbox=[254, 1385, 500, 1426]
thessaly-heading: Η ΘΕΣΣΑΛΙΑ bbox=[1380, 926, 1514, 952]
lasithi-heading: ΕΝ ΛΑΣΣΙΘΙῼ bbox=[1154, 738, 1248, 753]
ophthalmology-ad-sub: τῆς Ὀφθαλμολογίας ἐν τῷ Ἐθνικῷ Πανεπιστημίῳ bbox=[800, 793, 1042, 822]
first-responders-heading: Οἱ πρῶτοι προσβαλόντες bbox=[58, 1366, 224, 1381]
masthead-rule bbox=[36, 92, 1566, 95]
column-4 bbox=[768, 98, 1074, 2261]
ornament-divider: ✤✤✤✤✤✤✤✤ bbox=[1272, 789, 1376, 805]
article-text: Πωλοῦνται εἰσιτήρια διὰ τὸν πόλεμον τοῦ Πατρῶν καὶ Ζακύνθου. Πληροφορίαι ὁδὸς Σταδίου 16. bbox=[768, 1015, 1074, 1042]
article-text: Ὅταν ἐφθάσαμε στὴν πλατεῖα διακρίνω ἕνα γνωστὸν μου καὶ τὸν ὁποῖον ἔμεινα νὰ ὁμιλῶ διὰ μικρὸν. bbox=[254, 505, 500, 545]
article-text: Ἐν τῷ νομῷ Λασσιθίου ἐκτὸς τῶν Γάλλων, τὴ αἰτήσει τῆς Κρητικῆς Κυβερνήσεως εἶχον μεταβῆ καὶ Ἄγγλοι στρατιῶται ὅπως φρουρήσουν τὰ ἐκλογικὰ τμήματα. Καὶ ἐν Ρεθύμνῃ ἐπίσης συνεστήθησαν Ἄγγλοι. bbox=[1328, 661, 1566, 742]
article-text: Ὁ ἐφετεινὸς Μάϊος ἀπέδειξεν ὅτι δὲν ἔχομεν οὔτε ἐν ἔτος ὅπου τὸν θερμὸν καιρὸν νὰ ἀπολαύσωμεν μετὰ τὴν Ἄνοιξιν. bbox=[36, 899, 246, 952]
newspaper-title: ΕΜΠΡΟΣ bbox=[703, 52, 897, 85]
calendar-date: ΠΕΜΠΤΗ, 18 Μαΐου.—Σελήνης πρ. τέταρτον bbox=[51, 131, 231, 156]
column-5-body-2 bbox=[1082, 809, 1566, 1279]
red-moon-heading: Ο ΚΟΚΚΙΝΟΣ ΜΗΝΑΣ bbox=[69, 956, 213, 971]
haemorrhoid-ad: Τῶν αἱμορροΐδων ἀσφαλὴς θεραπεία ἄνευ ἐγχειρήσεως. Παρὰ τῷ ἰατρῷ κ. Κυτάνης, ὁδὸς Ἀκαδημίας 7. bbox=[508, 1427, 760, 1467]
funeral-sign: Οἱ ἀδελφοί bbox=[604, 1310, 664, 1323]
rent-ad-2: Ἐνοικιάζεται εἰς τὴν ὁδὸν Ἰουλιανοῦ παρὰ τὴν Πλατεῖαν τοῦ Μουσείου οἰκία διώροφος. Πληροφορίαι εἰς τὸ κατάστημα. bbox=[508, 1375, 760, 1415]
judge-name: Α. ΠΑΠΑΙΠΠΟΥ bbox=[588, 756, 680, 769]
article-text: θανόντα τῇ χθὲς κηδεύσομεν σήμερον Πέμπτην ὥραν 10ην π. μ. ἐκ τοῦ ἱεροῦ Ναοῦ τοῦ Α΄ Νεκροταφείου. bbox=[508, 1252, 760, 1293]
divider bbox=[508, 883, 760, 885]
article-text: πολιτῶν, θὰ ἐνομίζομεν ὅτι τὸ τηλεγράφημα ἀνεφέρετο εἰς ἄλλην ἐποχήν. Ἀλλ' ὅπως εἶναι τὸ πράγμα φαίνεται, ἐν Λαρίσσῃ τηλεγραφοῦν καὶ διαμαρτύρονται καὶ βεβαιοῦν ὅτι δὲν ἔχουν καμμίαν ἀσφάλειαν ζωῆς καὶ περιουσίας καὶ ἀδυνατοῦν νὰ ἐξέλθουν εἰς τὰς ἐξοχάς των ἀκριβῶς ὡς ἐπὶ τῆς ἐποχῆς τοῦ θεριστοῦ τῶν ληστῶν. bbox=[36, 282, 246, 404]
ophthalmology-ad-name1: ΣΠΗΛΙΟΣ bbox=[838, 819, 1004, 862]
syphilology-ad-clinic: ΚΛΙΝΙΚΗ bbox=[869, 440, 973, 463]
factory-ad-name: ΣΟΦΙΑΣ Δ. ΚΥΡΙΑΚΟΥ bbox=[821, 1224, 1021, 1246]
divider bbox=[528, 1422, 740, 1423]
emigrants-heading: ΔΙΑ ΤΟΥΣ ΜΕΤΑΝΑΣΤΑΣ bbox=[61, 645, 221, 660]
article-text: Οὕτω ἐν Ρεθύμνῃ ἐπέτυχον κατὰ σειρὰν οἱ ἑξῆς: Γ. Ψαρουδάκης 7616, Ε. Τσουδερὸς 7611, Βοζονάκης 7583, Παπαμιχελάκης 7540, Ε. Ψαρουδάκης 7534, Κωστογιάννης 7514, Λιμπριτσάκης 7509, Μαρκογιαννάκης 7504, Κεφαλογιάννης 7501, Λαγουδάκης 7487, Κ. Χατζηδάκης 7459, Λασκαράκης 7409, Αλεπουδάκης 7395, Παπαδονικολάκης 7347, Παπαμαρκάκης 7337, Καλοθέτης 7329, Ν. Κεφαλογιάννης 7129, Καλαϊτζάκης 7326, Σγουρὸς 7245, Βενιανάκης 7193, Θ. Παπαδάκης 7124, Πρεκατσάκης 7038. bbox=[1082, 531, 1320, 734]
article-text: — Ὅσῃ παθήσει ἔχει ὁ νέος, ὅτι ὀλίγον ὑπεδείκνυεν ἀπελπισίαν, καὶ ὅτι πρέπει νὰ εἶναι ἐλεύθερος πλέον. bbox=[254, 286, 500, 326]
shipping-ad-title: ΕΛΛΗΝΙΚΗ bbox=[858, 602, 984, 630]
thessaly-subheading: ΕΡΗΜΑΙΟΝ ΤΩΝ ΛΗΣΤΟΦΥΓΟΔΙΚΩΝ bbox=[1383, 955, 1511, 983]
autocheir-heading: Ὁ αὐτόχειρ ὁμιλῶν περὶ τοῦ αὐτόχειρος bbox=[283, 387, 471, 416]
ophthalmology-ad bbox=[768, 758, 1074, 1009]
article-text: Τὸ βούλευμα τοῦτο ἀνέκαθεν ἐπεῖστο τὸν Ἐφετεῖον σύμφωνον πρὸς τὴν πρότασιν τοῦ Εἰσαγγελέως, ὅτι κατηγορεῖται ὁ κ. Τσουκαλᾶς, ἕνεκα τῆς ἐκτελέσεως τῶν καθηκόντων του. bbox=[508, 371, 760, 438]
funeral-intro: Τὸν προσφιλῆ μας bbox=[587, 1220, 681, 1232]
article-text: — Πήγαινε ὅπου θέλεις, τοῦ λέγω, γιατὶ ἔχω καὶ τώρα ἄλλην ὑπόθεσιν. Ὁ Ἀνδρέας ἀνεβαίνει εἰς τὸ τράμ καὶ κατεβαίνει εἰς τὴν Ὁμόνοιαν. bbox=[254, 549, 500, 603]
article-text: Παραπέμπει εἰς τὸ κακουργιοδικεῖον τοὺς ἐν Ἀθήναις πρὸς ἐκδίκασιν τὸν Ἀθανάσιον Τσουκαλᾶν ὡς ὑπαίτιον συκοφαντικῆς δυσφημήσεως καὶ ἐξυβρίσεως διὰ τοῦ τύπου κατὰ δημοσίου ὑπαλλήλου ἕνεκα τῆς ἐκτελέσεως τῶν καθηκόντων του διὰ τῶν δημοσιευθέντων ἐν τῇ «Ἑστίᾳ». bbox=[508, 641, 760, 736]
